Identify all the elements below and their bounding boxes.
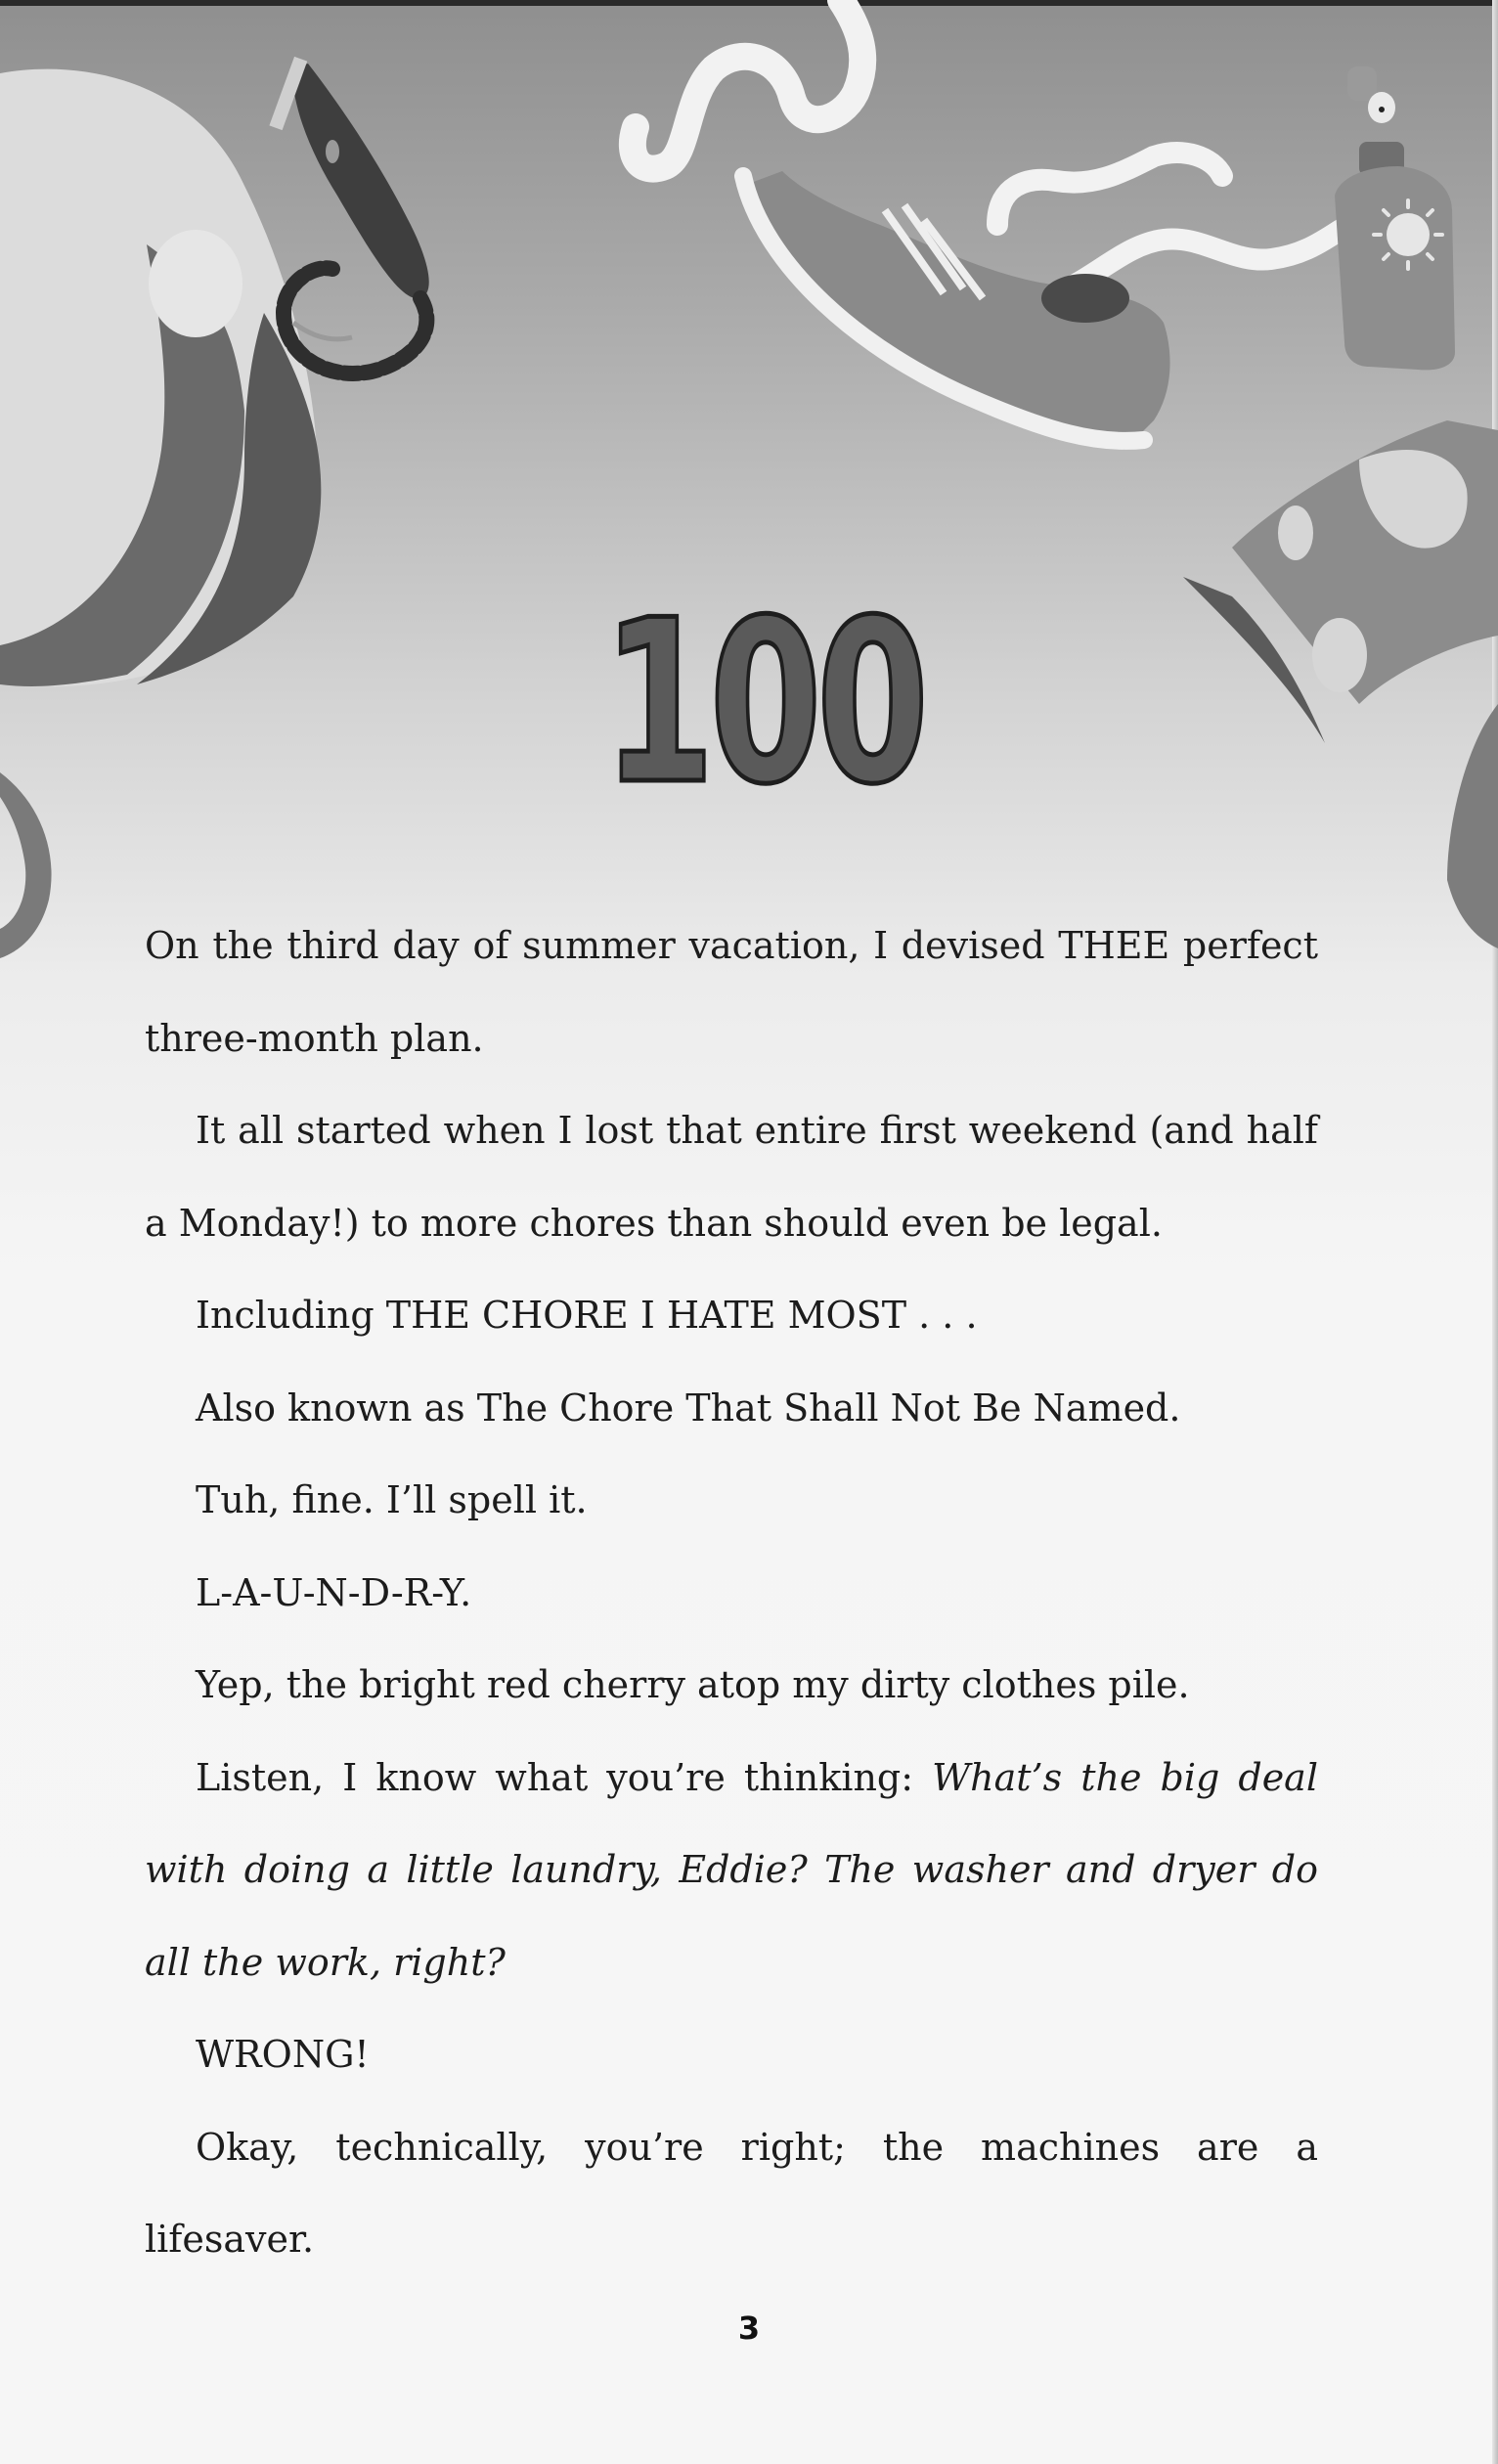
paragraph: On the third day of summer vacation, I devised THEE perfect three-month plan. — [145, 924, 1318, 1060]
sunscreen-bottle-icon — [1335, 66, 1455, 370]
paragraph: It all started when I lost that entire first weekend (and half a Monday!) to more chores than should even be legal. — [145, 1109, 1318, 1245]
chapter-body — [145, 900, 1318, 2286]
sneaker-icon — [743, 171, 1170, 450]
paragraph: Okay, technically, you’re right; the machines are a lifesaver. — [145, 2125, 1318, 2261]
paragraph: WRONG! — [196, 2033, 370, 2076]
paragraph: Yep, the bright red cherry atop my dirty clothes pile. — [196, 1663, 1190, 1706]
paragraph: L-A-U-N-D-R-Y. — [196, 1570, 472, 1614]
shoelace-squiggle-icon — [997, 153, 1222, 225]
paragraph-plain-text: Listen, I know what you’re thinking: — [196, 1755, 933, 1799]
paragraph: Also known as The Chore That Shall Not Be Named. — [196, 1386, 1181, 1430]
paragraph: Including THE CHORE I HATE MOST . . . — [196, 1294, 978, 1337]
paragraph-italic-thought: What’s the big deal with doing a little laundry, Eddie? The washer and dryer do all the work, right? — [145, 1755, 1318, 1984]
kite-icon — [1183, 420, 1498, 743]
paragraph: Tuh, fine. I’ll spell it. — [196, 1478, 588, 1521]
paragraph — [145, 1732, 1318, 2009]
swim-trunks-icon — [1447, 704, 1498, 948]
page-number: 3 — [737, 2310, 761, 2347]
shoelace-squiggle-icon — [633, 0, 862, 169]
beach-ball-icon — [0, 69, 321, 958]
chapter-number: 100 — [602, 573, 924, 834]
